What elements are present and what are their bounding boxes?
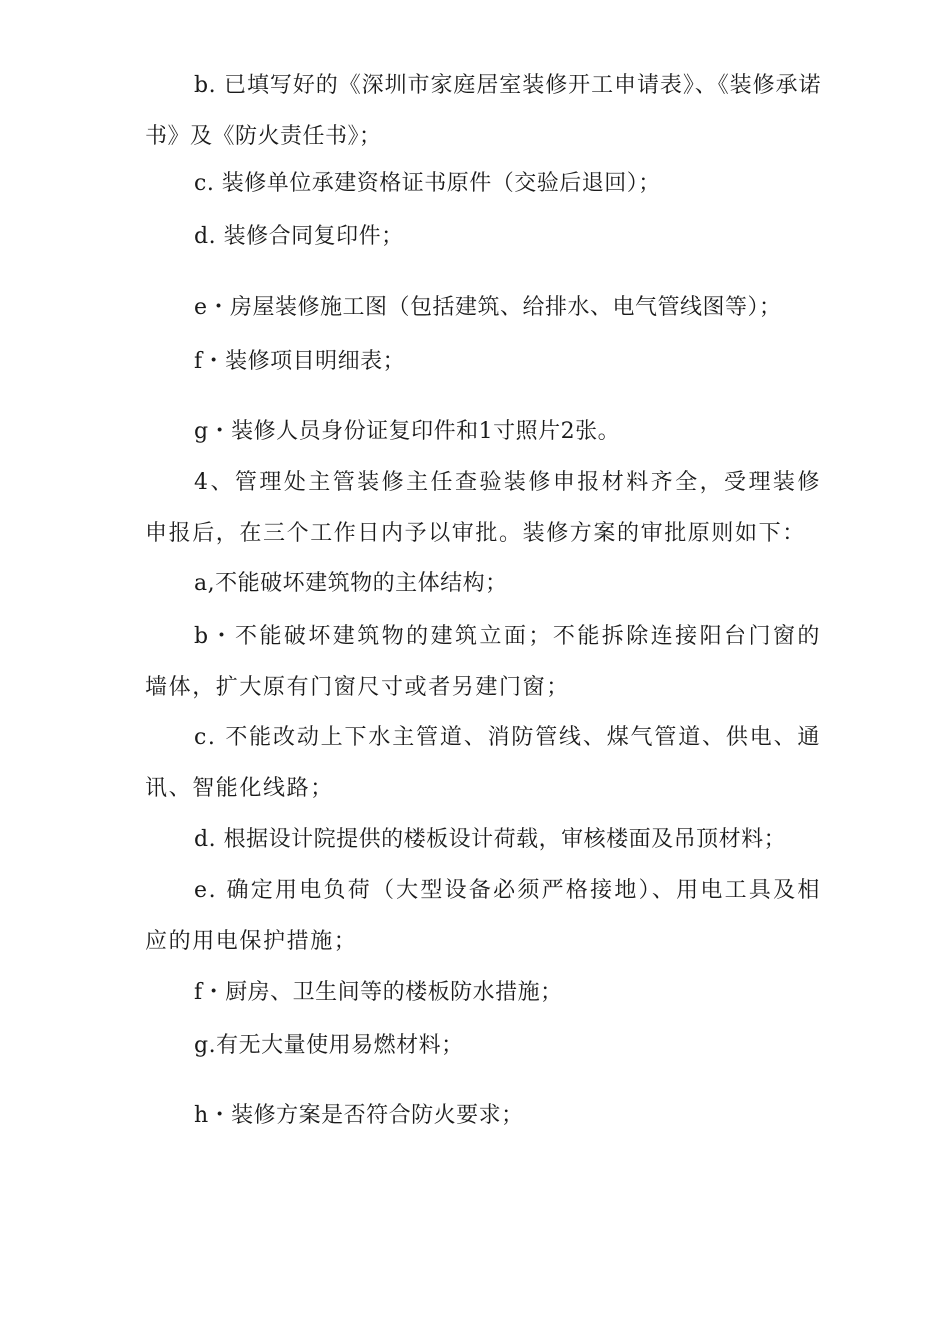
paragraph-rule-d-floor-load: d. 根据设计院提供的楼板设计荷载，审核楼面及吊顶材料；	[194, 827, 787, 852]
paragraph-item-f-project-list: f・装修项目明细表；	[194, 349, 406, 374]
paragraph-rule-a-main-structure: a,不能破坏建筑物的主体结构；	[194, 571, 508, 596]
paragraph-rule-f-waterproofing: f・厨房、卫生间等的楼板防水措施；	[194, 980, 563, 1005]
paragraph-rule-e-electric-load: e. 确定用电负荷（大型设备必须严格接地）、用电工具及相应的用电保护措施；	[145, 878, 821, 954]
paragraph-item-e-construction-drawings: e・房屋装修施工图（包括建筑、给排水、电气管线图等）；	[194, 295, 782, 320]
paragraph-rule-h-fire-safety: h・装修方案是否符合防火要求；	[194, 1103, 524, 1128]
paragraph-rule-c-pipelines: c. 不能改动上下水主管道、消防管线、煤气管道、供电、通讯、智能化线路；	[145, 725, 821, 801]
paragraph-item-c-qualification-certificate: c. 装修单位承建资格证书原件（交验后退回）；	[194, 171, 661, 196]
paragraph-item-b-application-forms: b. 已填写好的《深圳市家庭居室装修开工申请表》、《装修承诺书》及《防火责任书》；	[145, 73, 821, 149]
paragraph-rule-g-flammable-materials: g.有无大量使用易燃材料；	[194, 1033, 464, 1058]
paragraph-item-g-id-copies: g・装修人员身份证复印件和1寸照片2张。	[194, 419, 621, 444]
paragraph-item-d-contract-copy: d. 装修合同复印件；	[194, 224, 404, 249]
paragraph-section-4-approval: 4、管理处主管装修主任查验装修申报材料齐全，受理装修申报后，在三个工作日内予以审批。装修方案的审批原则如下：	[145, 470, 821, 546]
paragraph-rule-b-facade: b・不能破坏建筑物的建筑立面；不能拆除连接阳台门窗的墙体，扩大原有门窗尺寸或者另建门窗；	[145, 624, 821, 700]
